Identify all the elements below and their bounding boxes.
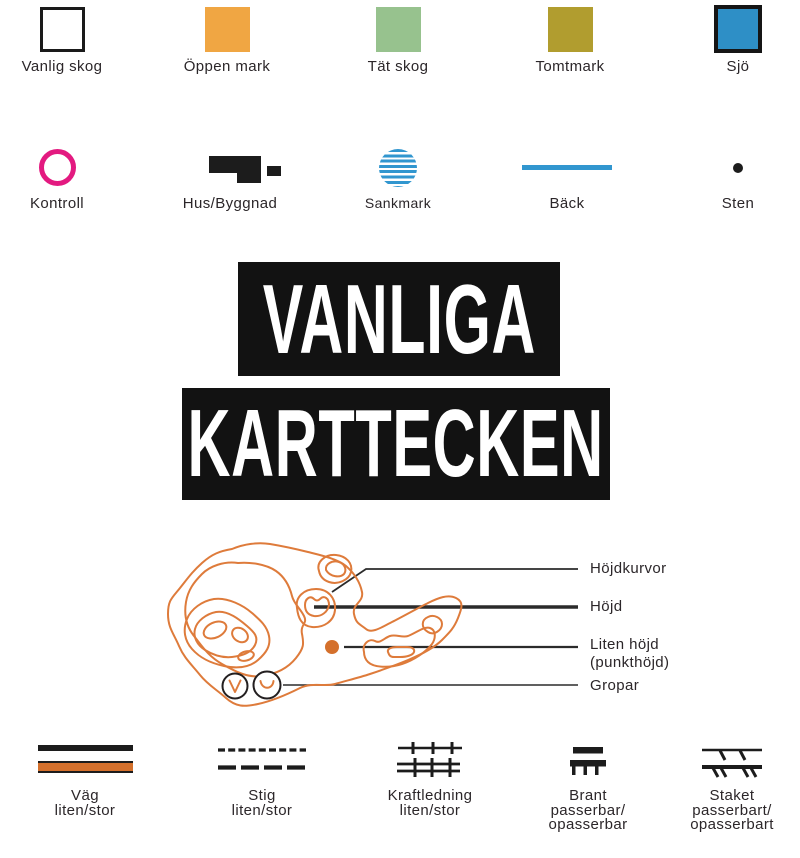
legend-item-vanlig-skog bbox=[0, 0, 137, 75]
legend-label: Kontroll bbox=[29, 195, 85, 212]
terrain-label-hojd: Höjd bbox=[590, 598, 623, 615]
legend-label: opasserbar bbox=[548, 816, 628, 833]
title-text: VANLIGA bbox=[262, 263, 536, 374]
legend-label: Sten bbox=[721, 195, 755, 212]
leader-lines bbox=[283, 569, 578, 685]
title-text: KARTTECKEN bbox=[187, 390, 605, 497]
title-banner-line2 bbox=[182, 388, 610, 500]
legend-label: Sjö bbox=[726, 58, 750, 75]
legend-label: passerbar/ bbox=[550, 801, 626, 819]
legend-item-oppen-mark bbox=[152, 0, 302, 75]
legend-label: passerbart/ bbox=[692, 801, 772, 819]
path-icon bbox=[177, 735, 347, 789]
tat-skog-swatch-icon bbox=[376, 7, 421, 52]
legend-label: Stig bbox=[248, 787, 276, 804]
legend-label: opasserbart bbox=[690, 816, 774, 833]
legend-item-stig bbox=[177, 735, 347, 818]
road-icon bbox=[0, 735, 170, 789]
legend-label: Staket bbox=[709, 787, 755, 804]
legend-label: Vanlig skog bbox=[21, 58, 103, 75]
legend-item-staket bbox=[647, 735, 800, 833]
vanlig-skog-swatch-icon bbox=[40, 7, 85, 52]
legend-item-hus-byggnad bbox=[150, 140, 310, 212]
legend-item-tomtmark bbox=[495, 0, 645, 75]
legend-label: liten/stor bbox=[399, 801, 461, 819]
area-colour-legend-row bbox=[0, 0, 800, 95]
stream-line-icon bbox=[522, 165, 612, 170]
fence-icon bbox=[647, 735, 800, 789]
legend-label: liten/stor bbox=[54, 801, 116, 819]
legend-item-sjo bbox=[663, 0, 800, 75]
oppen-mark-swatch-icon bbox=[205, 7, 250, 52]
legend-label: Tät skog bbox=[367, 58, 429, 75]
legend-item-vag bbox=[0, 735, 170, 818]
tomtmark-swatch-icon bbox=[548, 7, 593, 52]
control-circle-icon bbox=[39, 149, 76, 186]
legend-item-sankmark bbox=[318, 140, 478, 211]
legend-label: Kraftledning bbox=[387, 787, 473, 804]
marsh-stripes-icon bbox=[379, 149, 417, 187]
legend-label: liten/stor bbox=[231, 801, 293, 819]
line-symbol-legend-row bbox=[0, 735, 800, 858]
legend-label: Hus/Byggnad bbox=[182, 195, 278, 212]
legend-item-back bbox=[487, 140, 647, 212]
title-banner-line1 bbox=[238, 262, 560, 376]
terrain-label-gropar: Gropar bbox=[590, 677, 640, 694]
stone-dot-icon bbox=[733, 163, 743, 173]
terrain-label-line: Liten höjd bbox=[590, 636, 660, 653]
powerline-icon bbox=[345, 735, 515, 789]
legend-item-kontroll bbox=[0, 140, 137, 212]
building-icon bbox=[164, 147, 296, 189]
terrain-label-hojdkurvor: Höjdkurvor bbox=[590, 560, 667, 577]
contour-map-illustration bbox=[0, 530, 800, 720]
liten-hojd-dot bbox=[325, 640, 339, 654]
legend-label: Sankmark bbox=[364, 195, 432, 211]
legend-label: Väg bbox=[71, 787, 99, 804]
legend-item-sten bbox=[658, 140, 800, 212]
terrain-label-line: (punkthöjd) bbox=[590, 654, 670, 671]
contour-lines bbox=[168, 543, 462, 706]
legend-item-kraftledning bbox=[345, 735, 515, 818]
point-symbol-legend-row bbox=[0, 140, 800, 235]
legend-label: Brant bbox=[569, 787, 607, 804]
legend-item-tat-skog bbox=[323, 0, 473, 75]
legend-label: Öppen mark bbox=[183, 58, 271, 75]
legend-label: Tomtmark bbox=[535, 58, 605, 75]
terrain-label-liten-hojd bbox=[590, 636, 669, 672]
sjo-swatch-icon bbox=[714, 5, 762, 53]
legend-label: Bäck bbox=[549, 195, 585, 212]
